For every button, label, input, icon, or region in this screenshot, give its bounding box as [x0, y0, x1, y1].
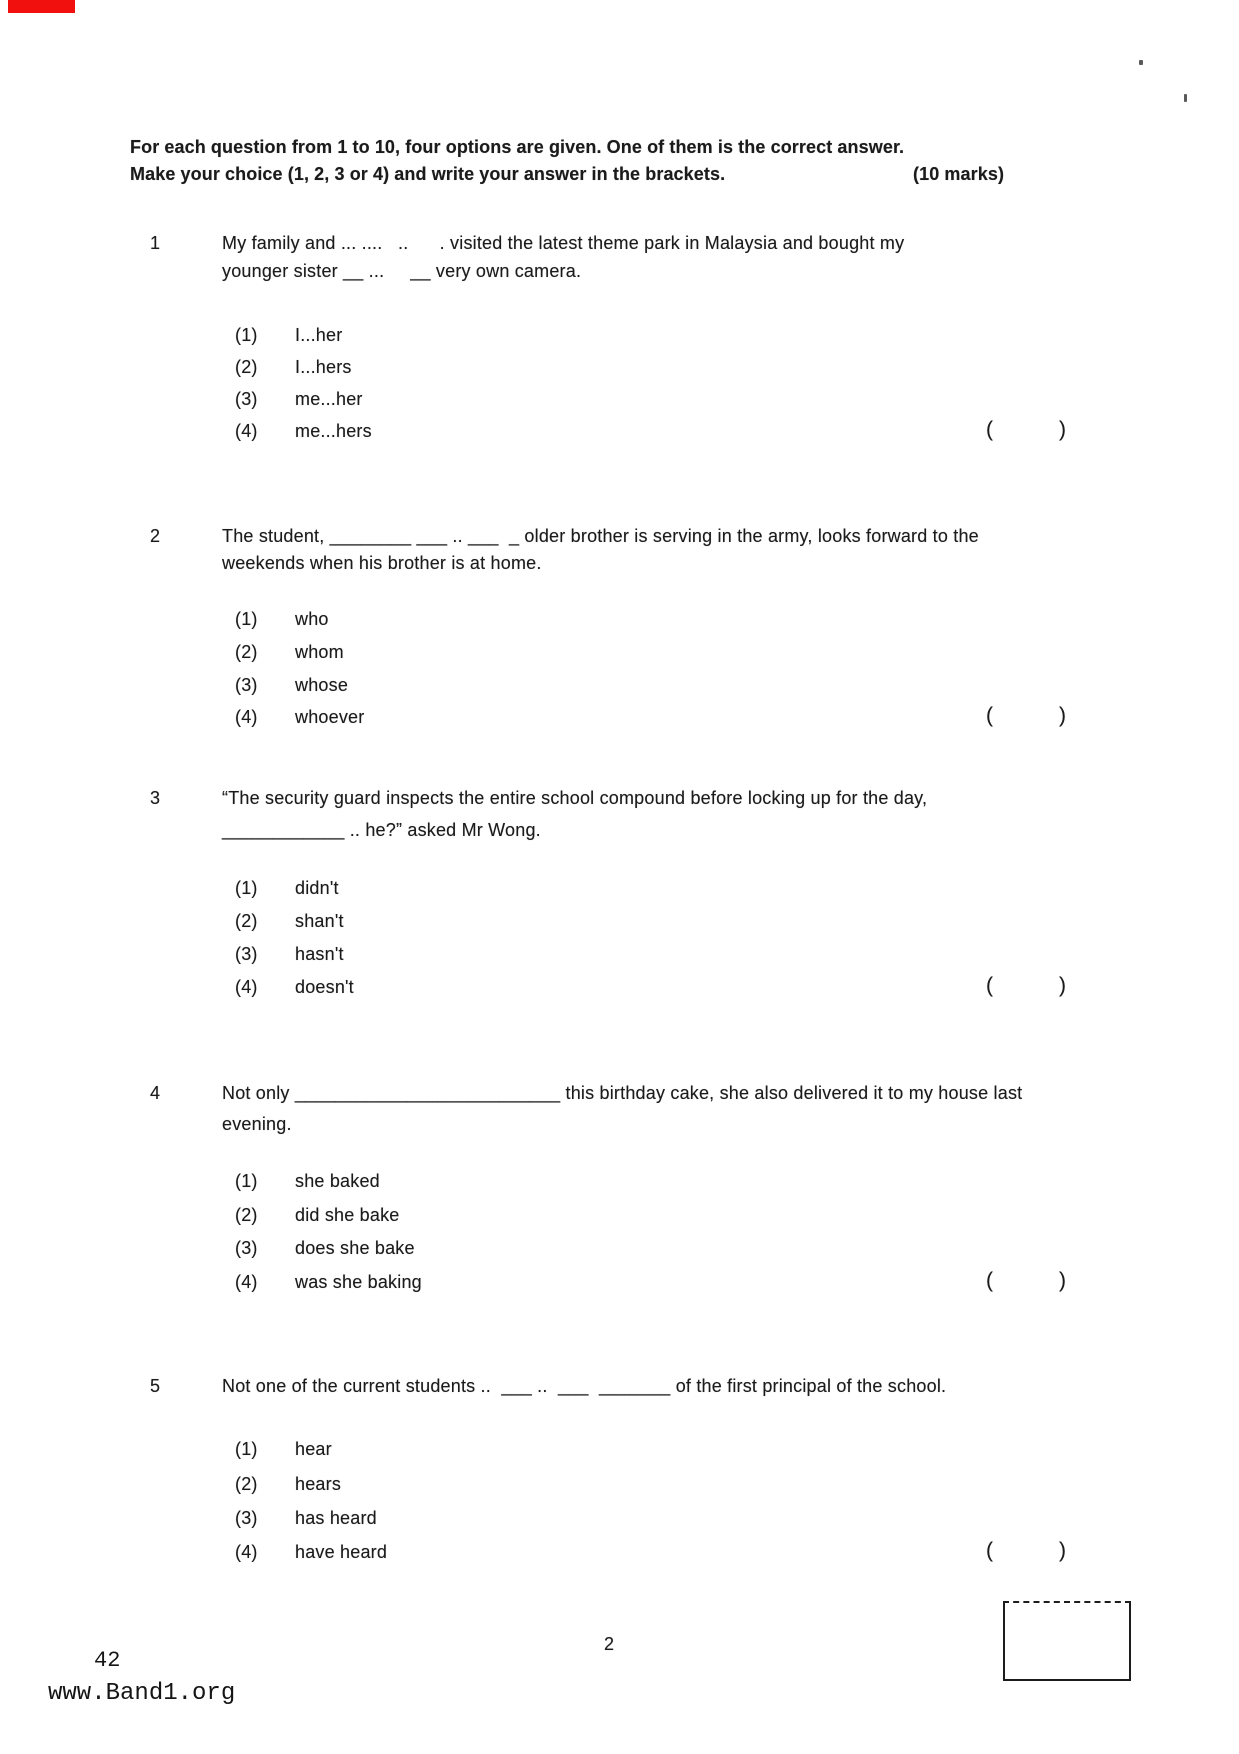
marks-label: (10 marks)	[913, 164, 1005, 184]
question-number: 1	[150, 233, 161, 253]
answer-bracket-close: )	[1059, 418, 1067, 441]
option-text: whose	[295, 675, 349, 695]
option-label: (1)	[235, 609, 258, 629]
question-text-line: younger sister __ ... __ very own camera.	[222, 261, 582, 281]
option-text: doesn't	[295, 977, 354, 997]
scan-speck	[1184, 94, 1187, 102]
option-label: (2)	[235, 357, 258, 377]
answer-bracket-open: (	[986, 418, 994, 441]
scan-red-mark	[8, 0, 75, 13]
option-label: (2)	[235, 1474, 258, 1494]
instructions-line-1: For each question from 1 to 10, four options are given. One of them is the correct answer.	[130, 137, 905, 157]
option-label: (4)	[235, 421, 258, 441]
answer-bracket-close: )	[1059, 704, 1067, 727]
option-text: whom	[295, 642, 344, 662]
answer-bracket-open: (	[986, 1539, 994, 1562]
option-label: (3)	[235, 675, 258, 695]
question-text-line: Not one of the current students .. ___ .. ___ _______ of the first principal of the school.	[222, 1376, 947, 1396]
question-number: 4	[150, 1083, 161, 1103]
answer-bracket-close: )	[1059, 974, 1067, 997]
option-text: who	[295, 609, 329, 629]
option-label: (4)	[235, 1542, 258, 1562]
option-text: I...her	[295, 325, 343, 345]
option-text: was she baking	[295, 1272, 422, 1292]
instructions-line-2: Make your choice (1, 2, 3 or 4) and write your answer in the brackets.	[130, 164, 726, 184]
question-text-line: weekends when his brother is at home.	[222, 553, 542, 573]
option-text: have heard	[295, 1542, 388, 1562]
option-text: hasn't	[295, 944, 344, 964]
option-label: (4)	[235, 1272, 258, 1292]
question-text-line: “The security guard inspects the entire school compound before locking up for the day,	[222, 788, 928, 808]
option-text: I...hers	[295, 357, 352, 377]
question-text-line: The student, ________ ___ .. ___ _ older brother is serving in the army, looks forward to the	[222, 526, 979, 546]
option-text: shan't	[295, 911, 344, 931]
option-label: (4)	[235, 707, 258, 727]
option-text: hear	[295, 1439, 332, 1459]
option-text: did she bake	[295, 1205, 400, 1225]
question-text-line: My family and ... .... .. . visited the latest theme park in Malaysia and bought my	[222, 233, 905, 253]
answer-bracket-close: )	[1059, 1539, 1067, 1562]
option-label: (2)	[235, 1205, 258, 1225]
option-label: (3)	[235, 1238, 258, 1258]
question-text-line: ____________ .. he?” asked Mr Wong.	[222, 820, 541, 840]
option-label: (1)	[235, 325, 258, 345]
page-number: 2	[604, 1634, 615, 1654]
option-label: (2)	[235, 911, 258, 931]
watermark-url: www.Band1.org	[48, 1680, 236, 1707]
option-label: (3)	[235, 389, 258, 409]
option-label: (1)	[235, 878, 258, 898]
question-number: 5	[150, 1376, 161, 1396]
option-text: hears	[295, 1474, 342, 1494]
answer-bracket-open: (	[986, 974, 994, 997]
option-label: (1)	[235, 1439, 258, 1459]
question-number: 3	[150, 788, 161, 808]
question-text-line: evening.	[222, 1114, 292, 1134]
option-text: does she bake	[295, 1238, 415, 1258]
option-text: whoever	[295, 707, 365, 727]
question-number: 2	[150, 526, 161, 546]
option-text: didn't	[295, 878, 339, 898]
option-label: (1)	[235, 1171, 258, 1191]
question-text-line: Not only __________________________ this birthday cake, she also delivered it to my house last	[222, 1083, 1023, 1103]
option-text: has heard	[295, 1508, 377, 1528]
option-text: me...hers	[295, 421, 372, 441]
option-label: (2)	[235, 642, 258, 662]
scan-speck	[1139, 60, 1143, 65]
answer-bracket-close: )	[1059, 1269, 1067, 1292]
answer-bracket-open: (	[986, 1269, 994, 1292]
option-label: (4)	[235, 977, 258, 997]
marks-box	[1003, 1601, 1131, 1681]
option-text: me...her	[295, 389, 363, 409]
option-text: she baked	[295, 1171, 380, 1191]
option-label: (3)	[235, 944, 258, 964]
answer-bracket-open: (	[986, 704, 994, 727]
option-label: (3)	[235, 1508, 258, 1528]
corner-number: 42	[94, 1648, 121, 1673]
